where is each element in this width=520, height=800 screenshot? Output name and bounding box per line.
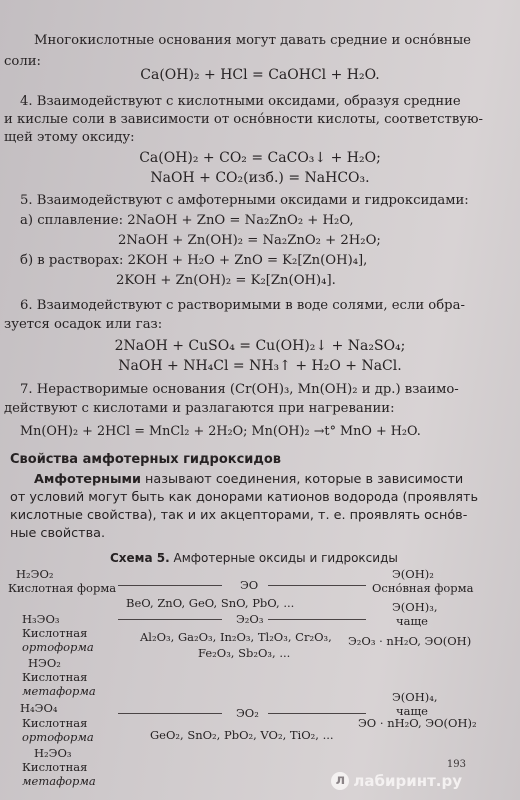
definition-line: ные свойства. bbox=[10, 526, 106, 541]
scheme-connector-line bbox=[118, 619, 222, 620]
scheme-connector-line bbox=[118, 585, 222, 586]
definition-term: Амфотерными bbox=[34, 472, 141, 487]
equation: 2KOH + Zn(OH)₂ = K₂[Zn(OH)₄]. bbox=[116, 273, 336, 288]
scheme-acid-formula: HЭO₂ bbox=[28, 656, 61, 670]
scheme-formula: ЭO · nH₂O, ЭO(OH)₂ bbox=[358, 716, 477, 730]
scheme-connector-line bbox=[268, 585, 366, 586]
equation: а) сплавление: 2NaOH + ZnO = Na₂ZnO₂ + H₂O, bbox=[20, 213, 354, 228]
scheme-label: Кислотная форма bbox=[8, 581, 117, 595]
scheme-label: Кислотная bbox=[22, 760, 88, 774]
scheme-label: Кислотная bbox=[22, 716, 88, 730]
scheme-label: Кислотная bbox=[22, 670, 88, 684]
equation: NaOH + NH₄Cl = NH₃↑ + H₂O + NaCl. bbox=[118, 358, 402, 374]
scheme-connector-line bbox=[118, 713, 222, 714]
scheme-oxide-type: Э₂O₃ bbox=[236, 612, 264, 626]
paragraph-7: 7. Нерастворимые основания (Cr(OH)₃, Mn(OH)₂ и др.) взаимо- bbox=[20, 382, 459, 397]
definition-line: от условий могут быть как донорами катионов водорода (проявлять bbox=[10, 490, 478, 505]
scheme-oxide-type: ЭO₂ bbox=[236, 706, 259, 720]
scheme-oxide-list: GeO₂, SnO₂, PbO₂, VO₂, TiO₂, ... bbox=[150, 728, 334, 742]
scheme-acid-formula: H₂ЭO₃ bbox=[34, 746, 72, 760]
text-line: действуют с кислотами и разлагаются при нагревании: bbox=[4, 401, 395, 416]
text-line: соли: bbox=[4, 54, 41, 69]
scheme-connector-line bbox=[268, 619, 366, 620]
scheme-acid-formula: H₃ЭO₃ bbox=[22, 612, 60, 626]
scheme-base-formula: Э(OH)₂ bbox=[392, 567, 434, 581]
paragraph-6: 6. Взаимодействуют с растворимыми в воде солями, если обра- bbox=[20, 298, 465, 313]
text-line: зуется осадок или газ: bbox=[4, 317, 163, 332]
scheme-note: чаще bbox=[396, 704, 428, 718]
definition-text: называют соединения, которые в зависимости bbox=[140, 472, 464, 487]
equation: Mn(OH)₂ + 2HCl = MnCl₂ + 2H₂O; Mn(OH)₂ →t° MnO + H₂O. bbox=[20, 424, 421, 439]
watermark-logo bbox=[331, 772, 462, 790]
scheme-connector-line bbox=[268, 713, 366, 714]
paragraph-5: 5. Взаимодействуют с амфотерными оксидами и гидроксидами: bbox=[20, 193, 469, 208]
scheme-label: Кислотная bbox=[22, 626, 88, 640]
scheme-base-formula: Э(OH)₄, bbox=[392, 690, 438, 704]
section-heading: Свойства амфотерных гидроксидов bbox=[10, 452, 282, 467]
equation: 2NaOH + Zn(OH)₂ = Na₂ZnO₂ + 2H₂O; bbox=[118, 233, 381, 248]
definition-line bbox=[34, 472, 463, 488]
definition-line: кислотные свойства), так и их акцепторами, т. е. проявлять осно́в- bbox=[10, 508, 468, 523]
equation: б) в растворах: 2KOH + H₂O + ZnO = K₂[Zn(OH)₄], bbox=[20, 253, 368, 268]
scheme-oxide-list: Al₂O₃, Ga₂O₃, In₂O₃, Tl₂O₃, Cr₂O₃, bbox=[140, 630, 332, 644]
scheme-oxide-list: BeO, ZnO, GeO, SnO, PbO, ... bbox=[126, 596, 295, 610]
scheme-label: метаформа bbox=[22, 774, 96, 788]
watermark-text: лабиринт.ру bbox=[353, 772, 462, 790]
scheme-label: ортоформа bbox=[22, 730, 94, 744]
scheme-label: Осно́вная форма bbox=[372, 581, 474, 595]
scheme-note: чаще bbox=[396, 614, 428, 628]
scheme-formula: Э₂O₃ · nH₂O, ЭO(OH) bbox=[348, 634, 472, 648]
text-line: и кислые соли в зависимости от осно́вности кислоты, соответствую- bbox=[4, 112, 483, 127]
scheme-label: ортоформа bbox=[22, 640, 94, 654]
equation: Ca(OH)₂ + HCl = CaOHCl + H₂O. bbox=[140, 67, 380, 83]
text-line: щей этому оксиду: bbox=[4, 130, 135, 145]
scheme-oxide-type: ЭO bbox=[240, 578, 259, 592]
scheme-base-formula: Э(OH)₃, bbox=[392, 600, 438, 614]
scheme-acid-formula: H₄ЭO₄ bbox=[20, 701, 58, 715]
equation: NaOH + CO₂(изб.) = NaHCO₃. bbox=[150, 170, 370, 186]
equation: Ca(OH)₂ + CO₂ = CaCO₃↓ + H₂O; bbox=[139, 150, 381, 166]
paragraph-4: 4. Взаимодействуют с кислотными оксидами, образуя средние bbox=[20, 94, 461, 109]
scheme-label: метаформа bbox=[22, 684, 96, 698]
page-number: 193 bbox=[446, 759, 466, 770]
text-line: Многокислотные основания могут давать средние и осно́вные bbox=[34, 33, 471, 48]
scheme-title: Схема 5. Амфотерные оксиды и гидроксиды bbox=[110, 551, 398, 565]
equation: 2NaOH + CuSO₄ = Cu(OH)₂↓ + Na₂SO₄; bbox=[114, 338, 406, 354]
scheme-oxide-list: Fe₂O₃, Sb₂O₃, ... bbox=[198, 646, 291, 660]
labirint-logo-icon: л bbox=[331, 772, 349, 790]
scheme-acid-formula: H₂ЭO₂ bbox=[16, 567, 54, 581]
